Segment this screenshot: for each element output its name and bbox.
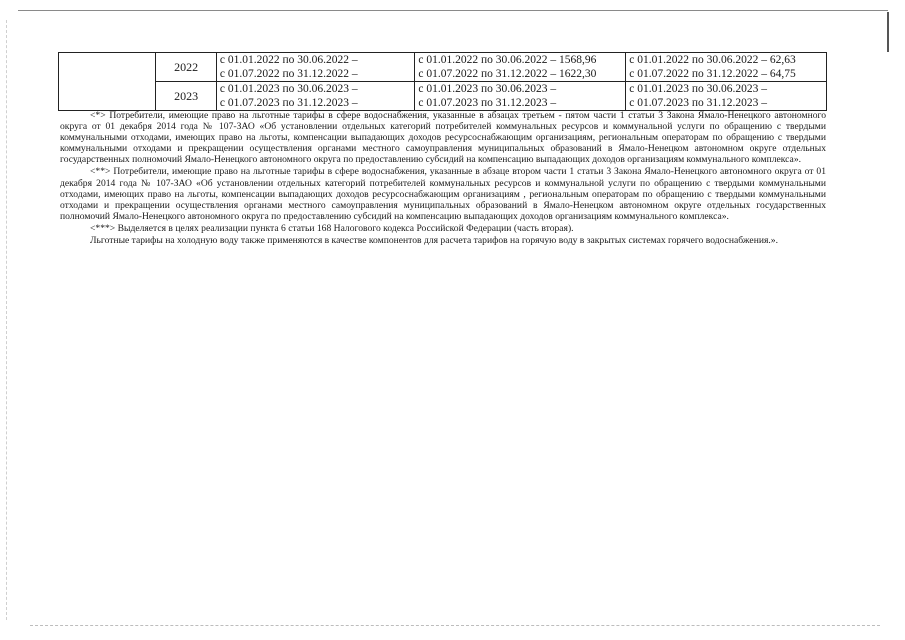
year-cell: 2022 [156,53,217,82]
tariff-cell [216,53,414,82]
tariff-cell [415,53,626,82]
period-line: с 01.01.2023 по 30.06.2023 – [219,83,358,95]
scan-edge-right [887,12,889,52]
year-cell: 2023 [156,82,217,111]
footnotes [60,110,826,246]
footnote-3: <***> Выделяется в целях реализации пункта 6 статьи 168 Налогового кодекса Российской Федерации (часть вторая). [90,222,574,234]
tariff-cell [216,82,414,111]
tariff-table [58,52,827,111]
tariff-cell [626,53,827,82]
period-line: с 01.01.2023 по 30.06.2023 – [418,83,557,95]
closing-paragraph: Льготные тарифы на холодную воду также применяются в качестве компонентов для расчета тарифов на горячую воду в закрытых системах горячего водоснабжения.». [90,235,778,247]
tariff-cell [626,82,827,111]
footnote-2: <**> Потребители, имеющие право на льготные тарифы в сфере водоснабжения, указанные в абзаце втором части 1 статьи 3 Закона Ямало-Ненецкого автономного округа от 01 декабря 2014 года № 107-ЗАО «Об установлении отдельных категорий потребителей коммунальных ресурсов и коммунальной услуги по обращению с твердыми коммунальными отходами, имеющих право на льготы, компенсации выпадающих доходов ресурсоснабжающим организациям , региональным операторам по обращению с твердыми коммунальными отходами и прекращении осуществления органами местного самоуправления муниципальных образований в Ямало-Ненецком автономном округе отдельных государственных полномочий Ямало-Ненецкого автономного округа по предоставлению субсидий на компенсацию выпадающих доходов организациям коммунального комплекса». [60,166,826,222]
period-line: с 01.01.2022 по 30.06.2022 – 62,63 [629,54,796,66]
table-row [59,53,827,82]
period-line: с 01.07.2023 по 31.12.2023 – [418,97,557,109]
period-line: с 01.07.2023 по 31.12.2023 – [219,97,358,109]
period-line: с 01.07.2023 по 31.12.2023 – [629,97,767,109]
period-line: с 01.01.2022 по 30.06.2022 – 1568,96 [418,54,597,66]
scan-edge-left [6,20,7,620]
blank-cell [59,53,156,111]
period-line: с 01.07.2022 по 31.12.2022 – 64,75 [629,68,796,80]
scan-edge-top [18,10,888,11]
period-line: с 01.07.2022 по 31.12.2022 – 1622,30 [418,68,597,80]
table-row [59,82,827,111]
scan-edge-bottom [30,625,880,626]
period-line: с 01.07.2022 по 31.12.2022 – [219,68,358,80]
tariff-cell [415,82,626,111]
footnote-1: <*> Потребители, имеющие право на льготные тарифы в сфере водоснабжения, указанные в абзацах третьем - пятом части 1 статьи 3 Закона Ямало-Ненецкого автономного округа от 01 декабря 2014 года № 107-ЗАО «Об установлении отдельных категорий потребителей коммунальных ресурсов и коммунальной услуги по обращению с твердыми коммунальными отходами, имеющих право на льготы, компенсации выпадающих доходов ресурсоснабжающим организациям, региональным операторам по обращению с твердыми коммунальными отходами и прекращении осуществления органами местного самоуправления муниципальных образований в Ямало-Ненецком автономном округе отдельных государственных полномочий Ямало-Ненецкого автономного округа по предоставлению субсидий на компенсацию выпадающих доходов организациям коммунального комплекса». [60,110,826,166]
period-line: с 01.01.2022 по 30.06.2022 – [219,54,358,66]
period-line: с 01.01.2023 по 30.06.2023 – [629,83,767,95]
